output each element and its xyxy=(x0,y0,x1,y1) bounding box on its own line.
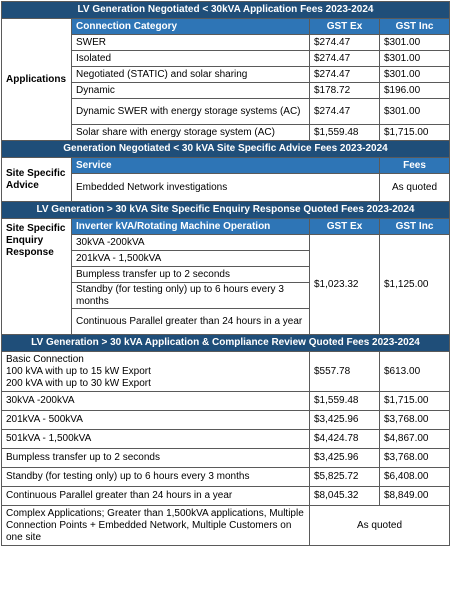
complex-applications-cell: Complex Applications; Greater than 1,500kVA applications, Multiple Connection Points + Embedded Network, Multiple Customers on one site xyxy=(2,506,310,546)
table-row xyxy=(2,468,450,487)
col-gst-inc: GST Inc xyxy=(380,19,450,35)
gst-inc-cell: $301.00 xyxy=(380,35,450,51)
label-cell: 201kVA - 500kVA xyxy=(2,411,310,430)
category-cell: Isolated xyxy=(72,51,310,67)
operation-cell: Bumpless transfer up to 2 seconds xyxy=(72,267,310,283)
section-4-title: LV Generation > 30 kVA Application & Compliance Review Quoted Fees 2023-2024 xyxy=(2,335,450,352)
gst-ex-cell: $1,023.32 xyxy=(310,235,380,335)
gst-ex-cell: $1,559.48 xyxy=(310,392,380,411)
gst-inc-cell: $301.00 xyxy=(380,51,450,67)
site-specific-advice-label: Site Specific Advice xyxy=(2,158,72,202)
label-cell: Standby (for testing only) up to 6 hours every 3 months xyxy=(2,468,310,487)
gst-ex-cell: $5,825.72 xyxy=(310,468,380,487)
gst-inc-cell: $613.00 xyxy=(380,352,450,392)
gst-inc-cell: $1,715.00 xyxy=(380,125,450,141)
col-connection-category: Connection Category xyxy=(72,19,310,35)
category-cell: Dynamic SWER with energy storage systems (AC) xyxy=(72,99,310,125)
gst-inc-cell: $3,768.00 xyxy=(380,411,450,430)
gst-inc-cell: $4,867.00 xyxy=(380,430,450,449)
gst-inc-cell: $6,408.00 xyxy=(380,468,450,487)
gst-ex-cell: $274.47 xyxy=(310,99,380,125)
basic-connection-200kva: 200 kVA with up to 30 kW Export xyxy=(6,377,151,389)
operation-cell: Continuous Parallel greater than 24 hours in a year xyxy=(72,309,310,335)
label-cell: Bumpless transfer up to 2 seconds xyxy=(2,449,310,468)
category-cell: Dynamic xyxy=(72,83,310,99)
gst-ex-cell: $178.72 xyxy=(310,83,380,99)
section-2-title: Generation Negotiated < 30 kVA Site Specific Advice Fees 2023-2024 xyxy=(2,141,450,158)
fee-cell: As quoted xyxy=(310,506,450,546)
label-cell: Continuous Parallel greater than 24 hours in a year xyxy=(2,487,310,506)
basic-connection-100kva: 100 kVA with up to 15 kW Export xyxy=(6,365,151,377)
gst-ex-cell: $274.47 xyxy=(310,51,380,67)
section-3-header-row xyxy=(2,219,450,235)
category-cell: SWER xyxy=(72,35,310,51)
table-row xyxy=(2,506,450,546)
table-row xyxy=(2,352,450,392)
gst-inc-cell: $301.00 xyxy=(380,67,450,83)
basic-connection-cell xyxy=(2,352,310,392)
gst-ex-cell: $3,425.96 xyxy=(310,449,380,468)
col-fees: Fees xyxy=(380,158,450,174)
gst-inc-cell: $1,715.00 xyxy=(380,392,450,411)
gst-inc-cell: $301.00 xyxy=(380,99,450,125)
col-gst-ex: GST Ex xyxy=(310,219,380,235)
gst-ex-cell: $3,425.96 xyxy=(310,411,380,430)
section-1-header-row xyxy=(2,19,450,35)
category-cell: Solar share with energy storage system (AC) xyxy=(72,125,310,141)
label-cell: 501kVA - 1,500kVA xyxy=(2,430,310,449)
col-gst-inc: GST Inc xyxy=(380,219,450,235)
table-row xyxy=(2,449,450,468)
table-row xyxy=(2,411,450,430)
label-cell: 30kVA -200kVA xyxy=(2,392,310,411)
gst-ex-cell: $274.47 xyxy=(310,67,380,83)
table-row xyxy=(2,487,450,506)
operation-cell: Standby (for testing only) up to 6 hours every 3 months xyxy=(72,283,310,309)
enquiry-response-label: Site Specific Enquiry Response xyxy=(2,219,72,335)
section-3-title-row xyxy=(2,202,450,219)
operation-cell: 30kVA -200kVA xyxy=(72,235,310,251)
section-3-title: LV Generation > 30 kVA Site Specific Enquiry Response Quoted Fees 2023-2024 xyxy=(2,202,450,219)
gst-inc-cell: $8,849.00 xyxy=(380,487,450,506)
col-gst-ex: GST Ex xyxy=(310,19,380,35)
gst-ex-cell: $557.78 xyxy=(310,352,380,392)
fee-cell: As quoted xyxy=(380,174,450,202)
gst-inc-cell: $1,125.00 xyxy=(380,235,450,335)
category-cell: Negotiated (STATIC) and solar sharing xyxy=(72,67,310,83)
applications-label: Applications xyxy=(2,19,72,141)
table-row xyxy=(2,430,450,449)
gst-inc-cell: $3,768.00 xyxy=(380,449,450,468)
section-1-title-row xyxy=(2,2,450,19)
gst-ex-cell: $8,045.32 xyxy=(310,487,380,506)
basic-connection-label: Basic Connection xyxy=(6,353,84,365)
gst-ex-cell: $1,559.48 xyxy=(310,125,380,141)
service-cell: Embedded Network investigations xyxy=(72,174,380,202)
fee-table xyxy=(1,1,450,546)
table-row xyxy=(2,392,450,411)
section-2-header-row xyxy=(2,158,450,174)
gst-inc-cell: $196.00 xyxy=(380,83,450,99)
operation-cell: 201kVA - 1,500kVA xyxy=(72,251,310,267)
section-4-title-row xyxy=(2,335,450,352)
section-2-title-row xyxy=(2,141,450,158)
col-inverter-operation: Inverter kVA/Rotating Machine Operation xyxy=(72,219,310,235)
gst-ex-cell: $274.47 xyxy=(310,35,380,51)
gst-ex-cell: $4,424.78 xyxy=(310,430,380,449)
section-1-title: LV Generation Negotiated < 30kVA Application Fees 2023-2024 xyxy=(2,2,450,19)
col-service: Service xyxy=(72,158,380,174)
